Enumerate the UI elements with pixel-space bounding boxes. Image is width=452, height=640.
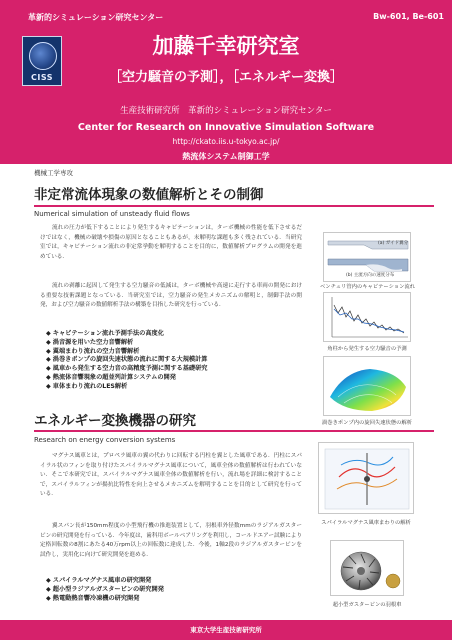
diamond-bullet-icon: ◆ xyxy=(46,347,51,355)
diamond-bullet-icon: ◆ xyxy=(46,356,51,364)
research-group: 熱流体システム制御工学 xyxy=(182,152,270,161)
center-name-label: 革新的シミュレーション研究センター xyxy=(28,13,164,22)
diamond-bullet-icon: ◆ xyxy=(46,365,51,373)
list-item: ◆ 渦音源を用いた空力音響解析 xyxy=(46,338,134,346)
lab-url[interactable]: http://ckato.iis.u-tokyo.ac.jp/ xyxy=(172,137,280,146)
list-item: ◆ 風車から発生する空力音の高精度予測に関する基礎研究 xyxy=(46,365,208,373)
logo-text: CISS xyxy=(30,73,53,82)
diamond-bullet-icon: ◆ xyxy=(46,577,51,584)
impeller-photo-graphic xyxy=(331,541,404,596)
list-item: ◆ 翼端まわり流れの空力音響解析 xyxy=(46,347,140,355)
figure-caption-pump: 渦巻きポンプ内の旋回失速状態の解析 xyxy=(321,420,413,426)
pump-stall-figure xyxy=(323,356,411,416)
lab-title: 加藤千幸研究室 xyxy=(152,34,300,58)
list-item: ◆ 熱電動熱音響冷凍機の研究開発 xyxy=(46,594,140,602)
figure-caption-venturi: ベンチュリ管内のキャビテーション流れ xyxy=(320,284,415,290)
figure-sublabel-a: (a) ガイド翼分 xyxy=(378,241,409,246)
section2-paragraph-1: マグナス風車とは，プロペラ風車の翼の代わりに回転する円柱を翼とした風車である．円柱にスパイラル状のフィンを取り付けたスパイラルマグナス風車について，風車全体の数値解析は行われていない．そこで本研究では，スパイラルマグナス風車全体の数値解析を行い，流れ場を詳細に検討することで，スパイラルフィンが揚抗比特性を向上させるメカニズムを解明することを目的として研究を行っている． xyxy=(40,453,302,498)
department-label: 機械工学専攻 xyxy=(34,169,73,177)
header-banner xyxy=(0,26,452,164)
magnus-windmill-figure xyxy=(318,442,414,514)
section1-paragraph-2: 流れの剥離に起因して発生する空力騒音の低減は，ターボ機械や高速に走行する車両の開発における重要な技術課題となっている．当研究室では，空力騒音の発生メカニズムの解明と，制御手法の開発，および空力騒音の数値解析手法の構築を目指した研究を行っている． xyxy=(40,283,302,309)
diamond-bullet-icon: ◆ xyxy=(46,330,51,337)
list-item: ◆ 車体まわり流れのLES解析 xyxy=(46,382,128,390)
pump-flow-visualization xyxy=(324,357,411,416)
top-bar xyxy=(0,0,452,26)
section2-bullet-list xyxy=(46,577,164,603)
figure-sublabel-b: (b) 主流方向の速度分布 xyxy=(346,273,395,278)
list-item: ◆ キャビテーション流れ予測手法の高度化 xyxy=(46,330,164,337)
figure-caption-impeller: 超小型ガスタービンの羽根車 xyxy=(332,602,402,608)
section1-divider xyxy=(34,205,434,207)
diamond-bullet-icon: ◆ xyxy=(46,373,51,381)
center-name-english: Center for Research on Innovative Simulation Software xyxy=(77,122,375,133)
section1-title: 非定常流体現象の数値解析とその制御 xyxy=(34,187,264,203)
turbine-impeller-figure xyxy=(330,540,404,596)
footer-bar xyxy=(0,620,452,640)
section2-english-title: Research on energy conversion systems xyxy=(34,436,176,444)
footer-institution: 東京大学生産技術研究所 xyxy=(190,626,262,634)
section2-title: エネルギー変換機器の研究 xyxy=(34,413,196,429)
diamond-bullet-icon: ◆ xyxy=(46,338,51,346)
diamond-bullet-icon: ◆ xyxy=(46,585,51,593)
section2-divider xyxy=(34,430,434,432)
section1-paragraph-1: 流れの圧力が低下することにより発生するキャビテーションは，ターボ機械の性能を低下させるだけではなく，機械の破壊や損傷の原因となることもあるが，未解明な課題も多く残されている．当研究室では，キャビテーション流れの非定常挙動を解明することを目的に，数値解析プログラムの開発を進めている． xyxy=(40,225,302,260)
lab-subtitle: ［空力騒音の予測］，［エネルギー変換］ xyxy=(108,70,343,85)
room-number-label: Bw-601, Be-601 xyxy=(373,12,444,21)
diamond-bullet-icon: ◆ xyxy=(46,594,51,602)
list-item: ◆ 超小型ラジアルガスタービンの研究開発 xyxy=(46,585,164,593)
section1-bullet-list xyxy=(46,330,207,392)
list-item: ◆ 渦巻きポンプの旋回失速状態の流れに関する大規模計算 xyxy=(46,356,208,364)
section1-english-title: Numerical simulation of unsteady fluid flows xyxy=(34,210,190,218)
list-item: ◆ 熱流体音響現象の超並列計算システムの開発 xyxy=(46,373,176,381)
figure-caption-prism: 角柱から発生する空力騒音の予測 xyxy=(327,346,407,352)
list-item: ◆ スパイラルマグナス風車の研究開発 xyxy=(46,577,152,584)
organization-line: 生産技術研究所 革新的シミュレーション研究センター xyxy=(120,106,332,116)
figure-caption-magnus: スパイラルマグナス風車まわりの解析 xyxy=(321,520,411,526)
prism-noise-graph xyxy=(324,293,411,342)
section2-paragraph-2: 翼スパン長が150mm程度の小型飛行機の推進装置として，羽根車外径数mmのラジアルガスタービンの研究開発を行っている．今年度は，歯科用ボールベアリングを利用し，コールドエアー試験により定格回転数の8割にあたる40万rpm以上の回転数に達成した．今後，1軸2段のラジアルガスタービンを試作し，実用化に向けて研究開発を進める． xyxy=(40,523,302,558)
prism-noise-figure xyxy=(323,292,411,342)
magnus-flow-graphic xyxy=(319,443,414,514)
diamond-bullet-icon: ◆ xyxy=(46,382,51,390)
